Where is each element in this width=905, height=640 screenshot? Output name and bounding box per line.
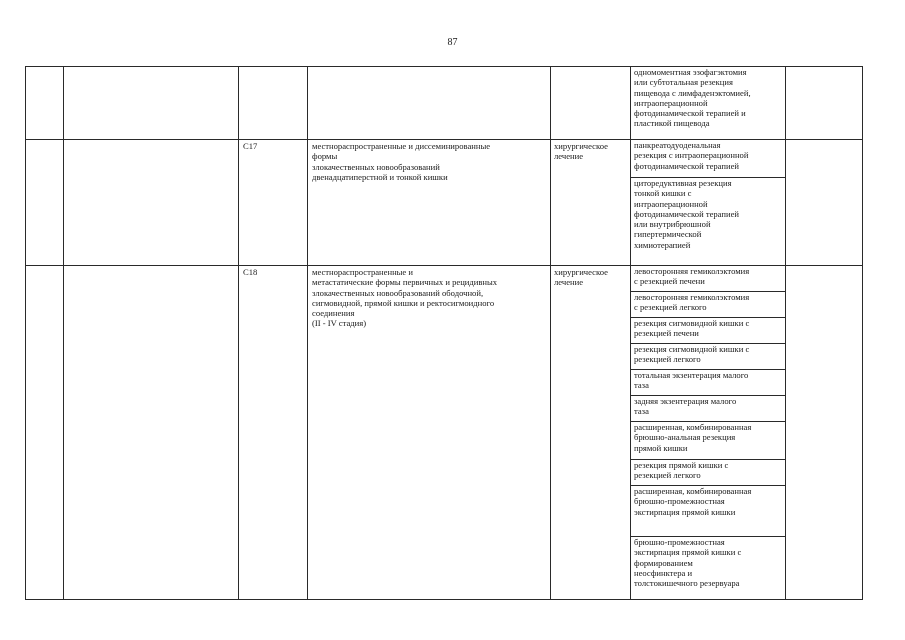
index-cell (26, 67, 64, 140)
text-line: резекцией легкого (634, 354, 701, 365)
index-cell (26, 140, 64, 266)
text-line: брюшно-промежностная (634, 537, 725, 547)
text-line: или субтотальная резекция (634, 77, 733, 88)
text-line: фотодинамической терапией и (634, 108, 746, 119)
text-line: (II - IV стадия) (312, 318, 367, 329)
text-line: расширенная, комбинированная (634, 486, 752, 496)
diagnosis-code (239, 67, 307, 68)
method-item (631, 396, 785, 422)
text-line: экстирпация прямой кишки с (634, 547, 742, 558)
index-cell (26, 266, 64, 600)
methods-cell (631, 67, 786, 140)
text-line: формы (312, 151, 338, 162)
text-line: таза (634, 380, 649, 391)
text-line: резекция с интраоперационной (634, 150, 749, 161)
text-line: метастатические формы первичных и рецидивных (312, 277, 498, 288)
code-cell (239, 266, 308, 600)
text-line: резекция сигмовидной кишки с (634, 344, 750, 354)
table-row (26, 266, 863, 600)
text-line: левосторонняя гемиколэктомия (634, 292, 750, 302)
treatment-type (551, 266, 630, 288)
text-line: циторедуктивная резекция (634, 178, 732, 188)
text-line (634, 517, 783, 527)
model-cell (786, 140, 863, 266)
method-item (631, 422, 785, 460)
condition-text (308, 67, 550, 68)
text-line: левосторонняя гемиколэктомия (634, 266, 750, 276)
text-line: панкреатодуоденальная (634, 140, 721, 150)
text-line: тонкой кишки с (634, 188, 692, 199)
text-line: злокачественных новообразований (312, 161, 440, 172)
text-line: химиотерапией (634, 239, 691, 250)
diagnosis-code: C18 (243, 267, 258, 277)
text-line: таза (634, 406, 649, 417)
text-line: прямой кишки (634, 442, 688, 453)
method-item (631, 266, 785, 292)
text-line: гипертермической (634, 229, 702, 240)
text-line: брюшно-промежностная (634, 496, 725, 507)
methods-cell (631, 266, 786, 600)
text-line: интраоперационной (634, 97, 708, 108)
text-line: двенадцатиперстной и тонкой кишки (312, 171, 448, 182)
condition-cell (308, 67, 551, 140)
method-item (631, 67, 785, 139)
methods-cell (631, 140, 786, 266)
procedures-table (25, 66, 863, 600)
condition-text (308, 266, 550, 329)
model-cell (786, 67, 863, 140)
text-line: задняя экзентерация малого (634, 396, 737, 406)
group-cell (64, 266, 239, 600)
treatment-type (551, 67, 630, 68)
table-row (26, 140, 863, 266)
treatment-cell (551, 67, 631, 140)
condition-text (308, 140, 550, 182)
method-item (631, 460, 785, 486)
treatment-cell (551, 140, 631, 266)
condition-cell (308, 140, 551, 266)
method-item (631, 486, 785, 537)
group-cell (64, 67, 239, 140)
table-body (26, 67, 863, 600)
text-line: резекцией печени (634, 328, 699, 339)
condition-cell (308, 266, 551, 600)
method-item (631, 318, 785, 344)
group-cell (64, 140, 239, 266)
text-line: тотальная экзентерация малого (634, 370, 749, 380)
method-item (631, 140, 785, 178)
method-item (631, 178, 785, 265)
code-cell (239, 67, 308, 140)
text-line: фотодинамической терапией (634, 160, 739, 171)
text-line: злокачественных новообразований ободочной, (312, 287, 484, 298)
model-cell (786, 266, 863, 600)
text-line: интраоперационной (634, 198, 708, 209)
text-line: формированием (634, 557, 693, 568)
text-line: резекцией легкого (634, 470, 701, 481)
text-line: пищевода с лимфаденэктомией, (634, 87, 751, 98)
text-line: сигмовидной, прямой кишки и ректосигмоидного (312, 297, 495, 308)
code-cell (239, 140, 308, 266)
text-line: хирургическое (554, 267, 608, 277)
text-line: резекция прямой кишки с (634, 460, 729, 470)
page-number: 87 (447, 37, 458, 48)
text-line: брюшно-анальная резекция (634, 432, 736, 443)
text-line: фотодинамической терапией (634, 208, 739, 219)
method-item (631, 370, 785, 396)
text-line: лечение (554, 151, 584, 162)
table-row (26, 67, 863, 140)
treatment-type (551, 140, 630, 162)
text-line: резекция сигмовидной кишки с (634, 318, 750, 328)
text-line: толстокишечного резервуара (634, 578, 740, 589)
text-line: пластикой пищевода (634, 118, 710, 129)
text-line: с резекцией печени (634, 276, 705, 287)
text-line: лечение (554, 277, 584, 288)
text-line: или внутрибрюшной (634, 219, 711, 230)
text-line: соединения (312, 308, 355, 319)
text-line: хирургическое (554, 141, 608, 151)
treatment-cell (551, 266, 631, 600)
method-item (631, 537, 785, 599)
text-line: неосфинктера и (634, 567, 693, 578)
text-line: местнораспространенные и диссеминированные (312, 141, 491, 151)
diagnosis-code: C17 (243, 141, 258, 151)
text-line: экстирпация прямой кишки (634, 506, 736, 517)
text-line: расширенная, комбинированная (634, 422, 752, 432)
method-item (631, 292, 785, 318)
method-item (631, 344, 785, 370)
text-line: одномоментная эзофагэктомия (634, 67, 747, 77)
text-line: с резекцией легкого (634, 302, 707, 313)
text-line: местнораспространенные и (312, 267, 413, 277)
